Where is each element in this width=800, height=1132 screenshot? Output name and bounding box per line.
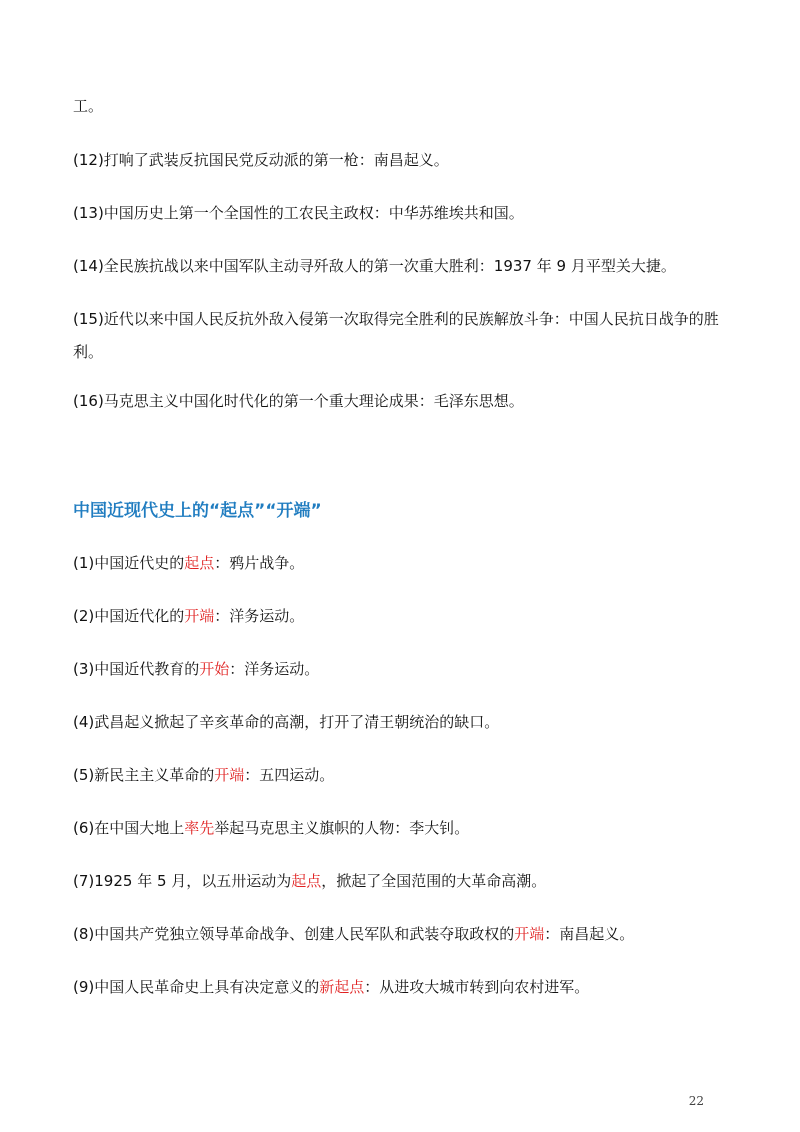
page-number: 22 (688, 1094, 704, 1108)
highlighted-keyword: 开端 (514, 925, 545, 943)
list-item (73, 865, 733, 898)
item-text-before: (1)中国近代史的 (73, 554, 185, 572)
item-text-before: (5)新民主主义革命的 (73, 766, 215, 784)
highlighted-keyword: 起点 (291, 872, 322, 890)
item-text-after: ：洋务运动。 (214, 607, 305, 625)
list-item: (14)全民族抗战以来中国军队主动寻歼敌人的第一次重大胜利：1937 年 9 月平型关大捷。 (73, 257, 676, 275)
section-heading: 中国近现代史上的“起点”“开端” (73, 501, 322, 521)
highlighted-keyword: 率先 (184, 819, 215, 837)
highlighted-keyword: 开端 (214, 766, 245, 784)
item-text-after: ，掀起了全国范围的大革命高潮。 (321, 872, 547, 890)
list-item (73, 600, 733, 633)
item-text-before: (7)1925 年 5 月，以五卅运动为 (73, 872, 292, 890)
item-text-after: ：南昌起义。 (544, 925, 635, 943)
list-item (73, 547, 733, 580)
highlighted-keyword: 新起点 (319, 978, 365, 996)
list-item: (16)马克思主义中国化时代化的第一个重大理论成果：毛泽东思想。 (73, 392, 524, 410)
item-text-before: (3)中国近代教育的 (73, 660, 200, 678)
item-text-before: (4)武昌起义掀起了辛亥革命的高潮，打开了清王朝统治的缺口。 (73, 713, 500, 731)
continuation-text: 工。 (73, 97, 104, 115)
list-item (73, 812, 733, 845)
list-item (73, 653, 733, 686)
highlighted-keyword: 开始 (199, 660, 230, 678)
list-item (73, 971, 733, 1004)
item-text-after: 举起马克思主义旗帜的人物：李大钊。 (214, 819, 470, 837)
highlighted-keyword: 开端 (184, 607, 215, 625)
item-text-after: ：洋务运动。 (229, 660, 320, 678)
item-text-before: (9)中国人民革命史上具有决定意义的 (73, 978, 320, 996)
item-text-before: (2)中国近代化的 (73, 607, 185, 625)
item-text-after: ：鸦片战争。 (214, 554, 305, 572)
item-text-after: ：五四运动。 (244, 766, 335, 784)
item-text-after: ：从进攻大城市转到向农村进军。 (364, 978, 590, 996)
highlighted-keyword: 起点 (184, 554, 215, 572)
list-item: (12)打响了武装反抗国民党反动派的第一枪：南昌起义。 (73, 151, 449, 169)
item-text-before: (8)中国共产党独立领导革命战争、创建人民军队和武装夺取政权的 (73, 925, 515, 943)
list-item (73, 759, 733, 792)
list-item (73, 706, 733, 739)
list-item: (13)中国历史上第一个全国性的工农民主政权：中华苏维埃共和国。 (73, 204, 524, 222)
list-item (73, 918, 733, 951)
list-item: (15)近代以来中国人民反抗外敌入侵第一次取得完全胜利的民族解放斗争：中国人民抗日战争的胜利。 (73, 310, 719, 361)
item-text-before: (6)在中国大地上 (73, 819, 185, 837)
